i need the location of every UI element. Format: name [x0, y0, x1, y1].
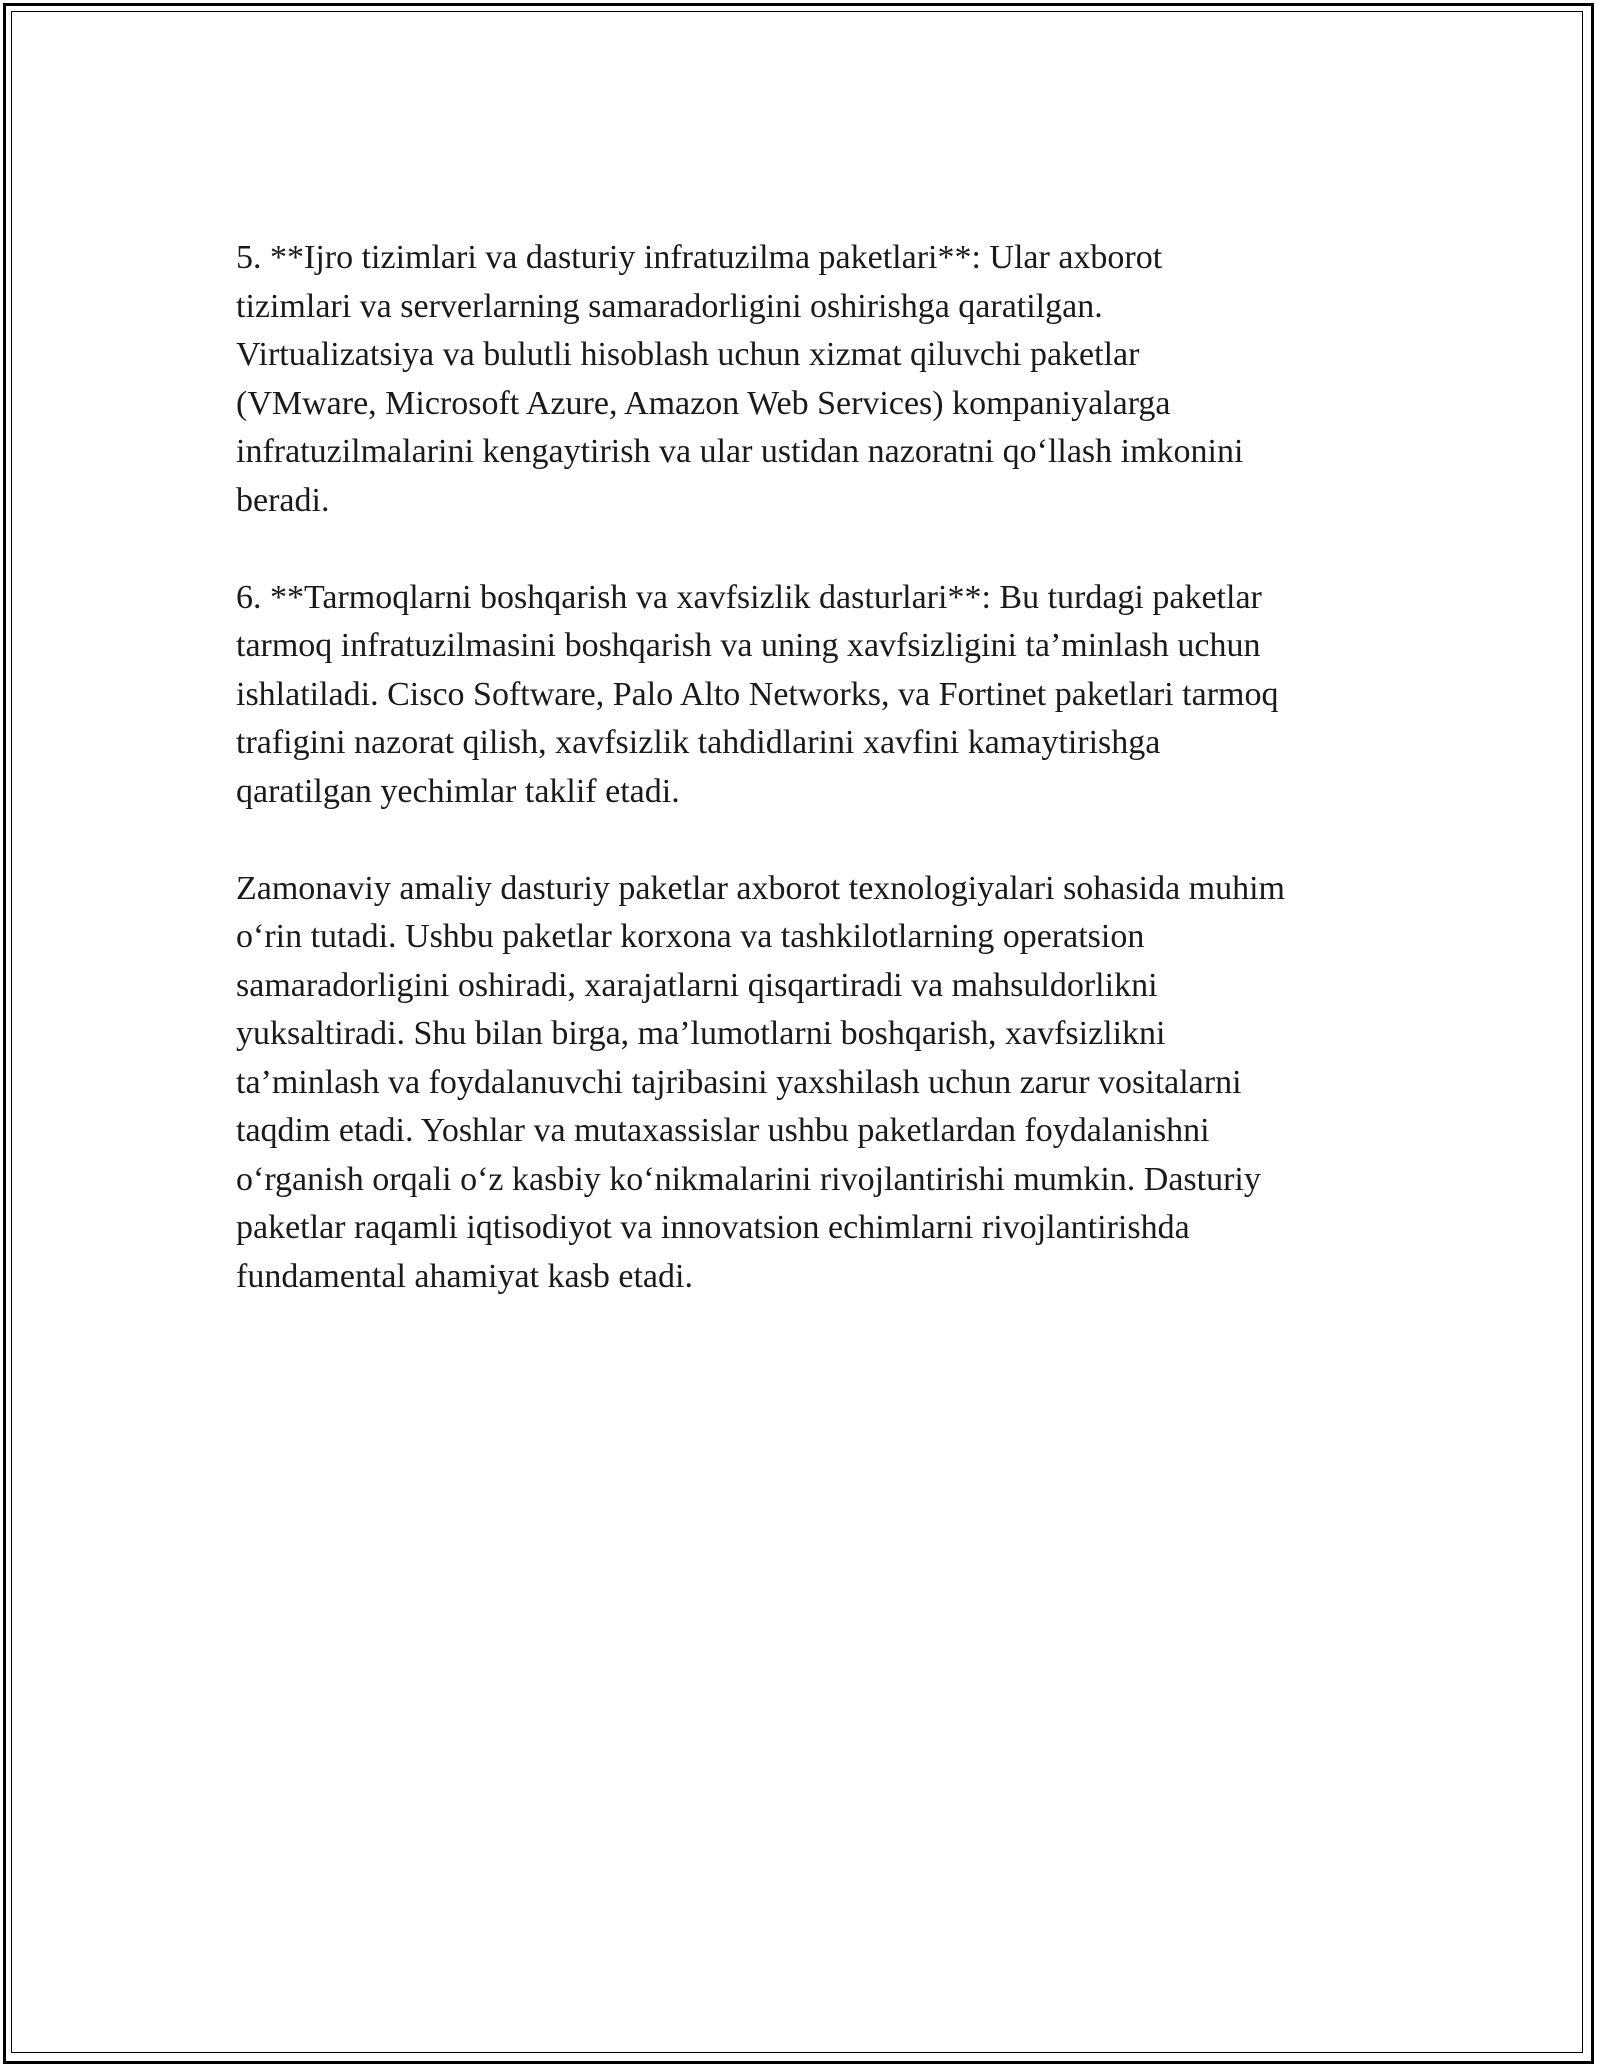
text-line: (VMware, Microsoft Azure, Amazon Web Services) kompaniyalarga [236, 384, 1171, 422]
text-line: beradi. [236, 481, 330, 519]
text-line: qaratilgan yechimlar taklif etadi. [236, 772, 680, 810]
text-line: tizimlari va serverlarning samaradorligini oshirishga qaratilgan. [236, 287, 1103, 325]
text-line: fundamental ahamiyat kasb etadi. [236, 1257, 693, 1295]
text-line: tarmoq infratuzilmasini boshqarish va uning xavfsizligini ta’minlash uchun [236, 627, 1261, 664]
text-line: 6. **Tarmoqlarni boshqarish va xavfsizlik dasturlari**: Bu turdagi paketlar [236, 578, 1262, 616]
text-line: samaradorligini oshiradi, xarajatlarni qisqartiradi va mahsuldorlikni [236, 966, 1158, 1004]
document-body [236, 234, 1396, 1350]
text-line: taqdim etadi. Yoshlar va mutaxassislar ushbu paketlardan foydalanishni [236, 1112, 1210, 1149]
text-line: Virtualizatsiya va bulutli hisoblash uchun xizmat qiluvchi paketlar [236, 336, 1140, 373]
text-line: o‘rganish orqali o‘z kasbiy ko‘nikmalarini rivojlantirishi mumkin. Dasturiy [236, 1160, 1261, 1198]
paragraph-item-5 [236, 234, 1396, 525]
text-line: o‘rin tutadi. Ushbu paketlar korxona va tashkilotlarning operatsion [236, 918, 1145, 955]
text-line: trafigini nazorat qilish, xavfsizlik tahdidlarini xavfini kamaytirishga [236, 724, 1161, 761]
text-line: Zamonaviy amaliy dasturiy paketlar axborot texnologiyalari sohasida muhim [236, 869, 1286, 907]
text-line: ta’minlash va foydalanuvchi tajribasini yaxshilash uchun zarur vositalarni [236, 1063, 1242, 1101]
text-line: infratuzilmalarini kengaytirish va ular ustidan nazoratni qo‘llash imkonini [236, 433, 1244, 470]
text-line: paketlar raqamli iqtisodiyot va innovatsion echimlarni rivojlantirishda [236, 1209, 1190, 1246]
text-line: 5. **Ijro tizimlari va dasturiy infratuzilma paketlari**: Ular axborot [236, 239, 1163, 276]
paragraph-conclusion [236, 865, 1396, 1302]
text-line: yuksaltiradi. Shu bilan birga, ma’lumotlarni boshqarish, xavfsizlikni [236, 1015, 1166, 1052]
text-line: ishlatiladi. Cisco Software, Palo Alto Networks, va Fortinet paketlari tarmoq [236, 675, 1279, 713]
paragraph-item-6 [236, 574, 1396, 817]
